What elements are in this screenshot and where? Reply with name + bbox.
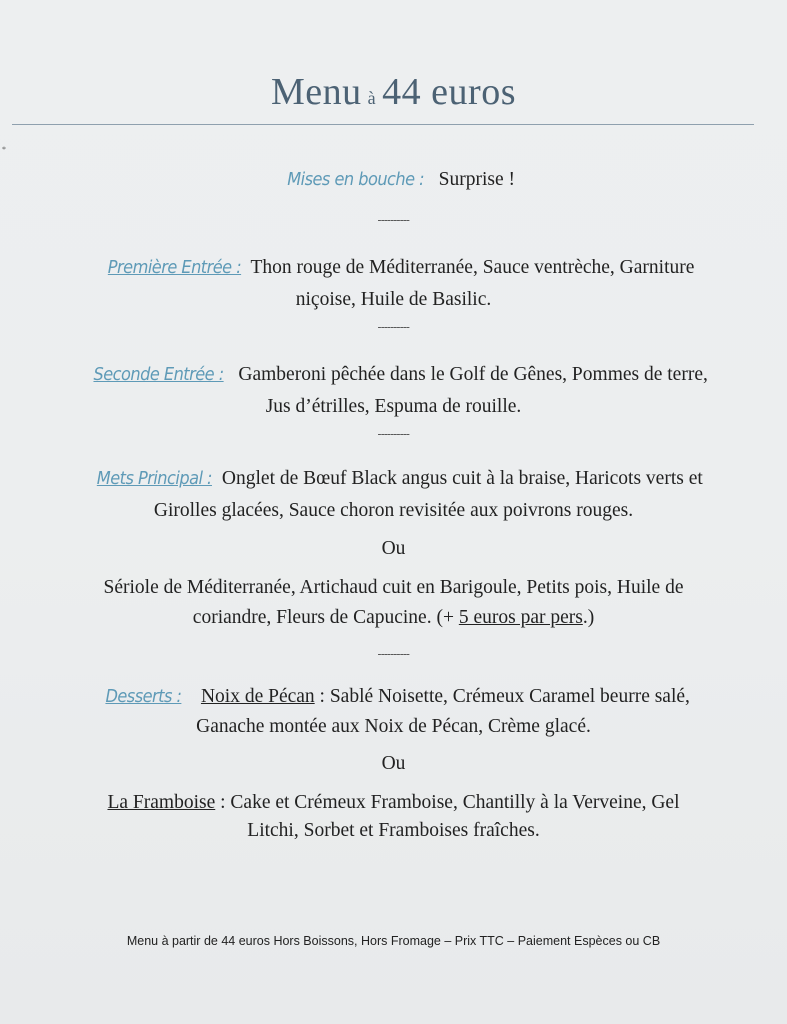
dessert-2-name: La Framboise <box>107 792 216 813</box>
premiere-entree-label: Première Entrée : <box>107 257 241 278</box>
dessert-2-text-1: : Cake et Crémeux Framboise, Chantilly à la Verveine, Gel <box>220 792 680 813</box>
seconde-entree-line-2: Jus d’étrilles, Espuma de rouille. <box>265 396 522 417</box>
separator: ---------- <box>377 321 410 333</box>
menu-title <box>0 70 787 114</box>
seconde-entree-line-1 <box>0 363 787 387</box>
mises-en-bouche-text: Surprise ! <box>438 169 516 190</box>
seconde-entree-label: Seconde Entrée : <box>93 364 224 385</box>
alt-text: coriandre, Fleurs de Capucine. (+ <box>192 607 454 628</box>
premiere-entree-line-1 <box>0 256 787 280</box>
desserts-label: Desserts : <box>105 686 182 707</box>
title-word-a: à <box>367 88 377 108</box>
title-price: 44 euros <box>382 71 516 113</box>
title-word-menu: Menu <box>271 71 362 113</box>
seconde-entree-text-1: Gamberoni pêchée dans le Golf de Gênes, Pommes de terre, <box>238 364 708 385</box>
separator: ---------- <box>377 648 410 660</box>
margin-mark: * <box>2 145 6 154</box>
alt-text-end: .) <box>582 607 595 628</box>
footer-note: Menu à partir de 44 euros Hors Boissons, Hors Fromage – Prix TTC – Paiement Espèces ou CB <box>126 934 661 948</box>
premiere-entree-line-2: niçoise, Huile de Basilic. <box>295 289 492 310</box>
mises-en-bouche-line <box>0 168 787 192</box>
desserts-line-1 <box>0 685 787 709</box>
mets-principal-text-1: Onglet de Bœuf Black angus cuit à la braise, Haricots verts et <box>221 468 703 489</box>
supplement-price: 5 euros par pers <box>458 607 583 628</box>
mets-principal-line-2: Girolles glacées, Sauce choron revisitée aux poivrons rouges. <box>153 500 634 521</box>
mets-principal-label: Mets Principal : <box>97 468 213 489</box>
desserts-or: Ou <box>381 753 406 774</box>
separator: ---------- <box>377 214 410 226</box>
mets-principal-alt-line-1: Sériole de Méditerranée, Artichaud cuit en Barigoule, Petits pois, Huile de <box>103 577 684 598</box>
dessert-1-name: Noix de Pécan <box>200 686 315 707</box>
dessert-1-text-1: : Sablé Noisette, Crémeux Caramel beurre salé, <box>319 686 690 707</box>
mets-principal-line-1 <box>0 467 787 491</box>
separator: ---------- <box>377 428 410 440</box>
premiere-entree-text-1: Thon rouge de Méditerranée, Sauce ventrèche, Garniture <box>250 257 695 278</box>
dessert-2-line-2: Litchi, Sorbet et Framboises fraîches. <box>247 820 540 841</box>
title-divider <box>12 124 754 125</box>
mets-principal-alt-line-2 <box>0 606 787 630</box>
dessert-1-line-2: Ganache montée aux Noix de Pécan, Crème glacé. <box>196 716 591 737</box>
mets-principal-or: Ou <box>381 538 406 559</box>
dessert-2-line-1 <box>0 791 787 815</box>
mises-en-bouche-label: Mises en bouche : <box>287 169 425 190</box>
